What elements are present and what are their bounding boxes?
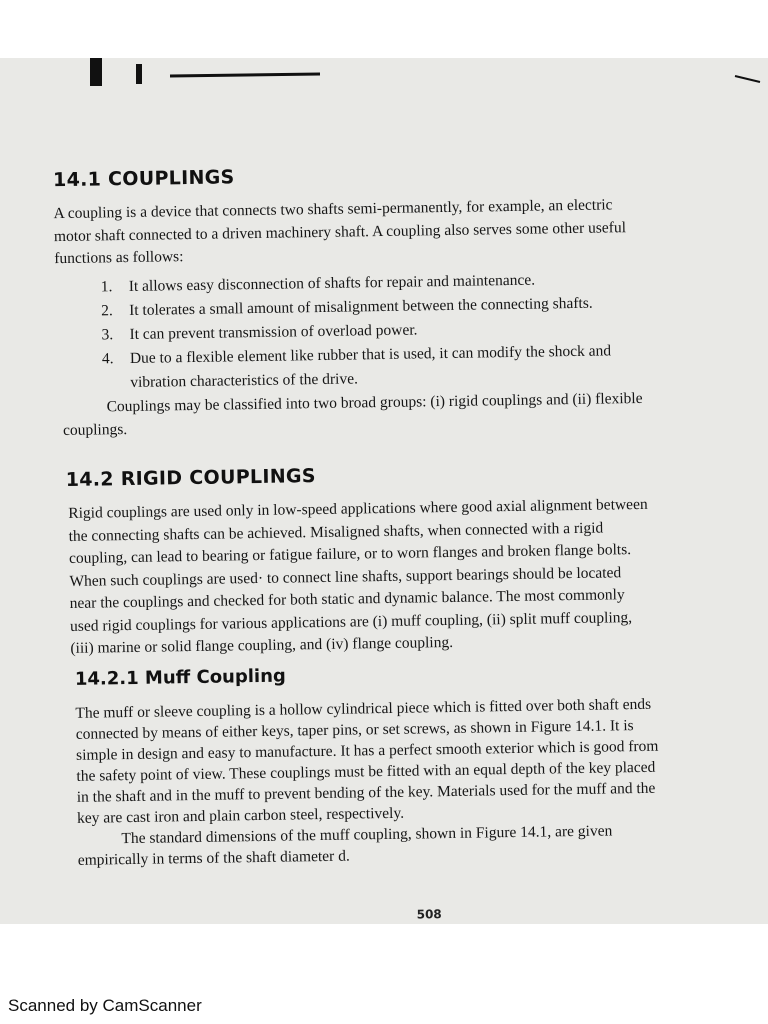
section-heading-14-2: 14.2 RIGID COUPLINGS bbox=[65, 465, 316, 491]
text-line: functions as follows: bbox=[54, 248, 184, 268]
text-line: The muff or sleeve coupling is a hollow cylindrical piece which is fitted over both shaft ends bbox=[75, 695, 652, 722]
list-number: 1. bbox=[100, 278, 113, 296]
list-text: Due to a flexible element like rubber that is used, it can modify the shock and bbox=[129, 342, 612, 367]
section-14-2-1-paragraph bbox=[75, 692, 768, 871]
text-line: connected by means of either keys, taper pins, or set screws, as shown in Figure 14.1. It is bbox=[75, 717, 634, 743]
text-line: key are cast iron and plain carbon steel, respectively. bbox=[76, 804, 405, 827]
text-line: empirically in terms of the shaft diameter d. bbox=[77, 847, 350, 869]
text-line: in the shaft and in the muff to prevent bending of the key. Materials used for the muff and the bbox=[76, 779, 656, 806]
text-line: (iii) marine or solid flange coupling, and (iv) flange coupling. bbox=[70, 633, 454, 657]
section-heading-14-1: 14.1 COUPLINGS bbox=[52, 166, 235, 192]
text-line: near the couplings and checked for both static and dynamic balance. The most commonly bbox=[69, 586, 625, 612]
text-line: motor shaft connected to a driven machinery shaft. A coupling also serves some other useful bbox=[53, 218, 627, 245]
list-number: 3. bbox=[101, 326, 114, 344]
text-line: When such couplings are used· to connect line shafts, support bearings should be located bbox=[69, 563, 622, 590]
list-text: It allows easy disconnection of shafts for repair and maintenance. bbox=[128, 271, 536, 295]
coupling-functions-list bbox=[101, 265, 763, 395]
text-line: Couplings may be classified into two broad groups: (i) rigid couplings and (ii) flexible bbox=[106, 389, 643, 416]
list-number: 2. bbox=[101, 302, 113, 320]
text-line: The standard dimensions of the muff coupling, shown in Figure 14.1, are given bbox=[121, 822, 613, 848]
section-14-1-closing bbox=[62, 386, 763, 442]
text-line: couplings. bbox=[62, 420, 128, 439]
list-text: It tolerates a small amount of misalignment between the connecting shafts. bbox=[128, 294, 593, 319]
text-line: the safety point of view. These couplings must be fitted with an equal depth of the key placed bbox=[76, 758, 656, 785]
scanner-watermark: Scanned by CamScanner bbox=[8, 996, 202, 1015]
list-number: 4. bbox=[101, 350, 114, 368]
list-text: It can prevent transmission of overload power. bbox=[129, 321, 418, 343]
text-line: A coupling is a device that connects two shafts semi-permanently, for example, an electric bbox=[53, 196, 613, 223]
section-14-2-paragraph bbox=[68, 492, 766, 660]
text-line: Rigid couplings are used only in low-speed applications where good axial alignment between bbox=[68, 495, 648, 522]
section-heading-14-2-1: 14.2.1 Muff Coupling bbox=[74, 665, 286, 690]
list-text: vibration characteristics of the drive. bbox=[130, 370, 359, 391]
page-number: 508 bbox=[416, 907, 442, 922]
page-content bbox=[0, 58, 768, 924]
scanned-page bbox=[0, 58, 768, 924]
text-line: used rigid couplings for various applications are (i) muff coupling, (ii) split muff coupling, bbox=[69, 608, 633, 635]
text-line: coupling, can lead to bearing or fatigue failure, or to worn flanges and broken flange bolts. bbox=[68, 541, 632, 567]
text-line: simple in design and easy to manufacture. It has a perfect smooth exterior which is good from bbox=[75, 737, 659, 764]
text-line: the connecting shafts can be achieved. Misaligned shafts, when connected with a rigid bbox=[68, 519, 604, 545]
section-14-1-intro bbox=[53, 192, 754, 270]
